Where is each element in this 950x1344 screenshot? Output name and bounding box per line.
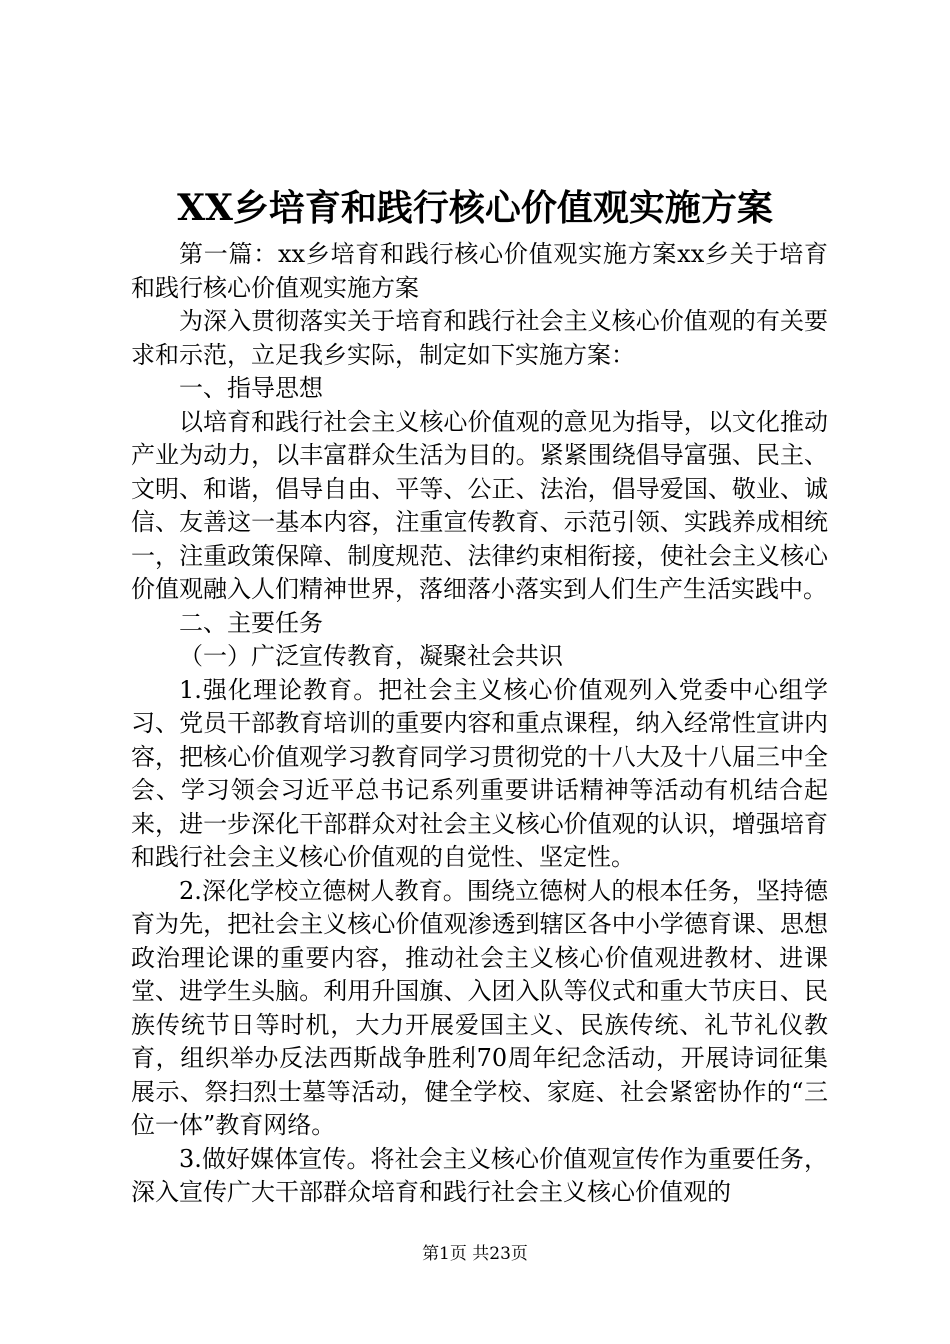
paragraph-guiding-ideology: 以培育和践行社会主义核心价值观的意见为指导，以文化推动产业为动力，以丰富群众生活为目的。紧紧围绕倡导富强、民主、文明、和谐，倡导自由、平等、公正、法治，倡导爱国、敬业、诚信、友善这一基本内容，注重宣传教育、示范引领、实践养成相统一，注重政策保障、制度规范、法律约束相衔接，使社会主义核心价值观融入人们精神世界，落细落小落实到人们生产生活实践中。 xyxy=(131,407,828,603)
paragraph-task-1: 1.强化理论教育。把社会主义核心价值观列入党委中心组学习、党员干部教育培训的重要内容和重点课程，纳入经常性宣讲内容，把核心价值观学习教育同学习贯彻党的十八大及十八届三中全会、学习领会习近平总书记系列重要讲话精神等活动有机结合起来，进一步深化干部群众对社会主义核心价值观的认识，增强培育和践行社会主义核心价值观的自觉性、坚定性。 xyxy=(131,675,828,871)
paragraph-task-3: 3.做好媒体宣传。将社会主义核心价值观宣传作为重要任务，深入宣传广大干部群众培育和践行社会主义核心价值观的 xyxy=(131,1144,828,1206)
page-number-footer: 第1页 共23页 xyxy=(422,1244,528,1264)
section-heading-main-tasks: 二、主要任务 xyxy=(179,608,323,637)
paragraph-heading-first-article: 第一篇：xx乡培育和践行核心价值观实施方案xx乡关于培育和践行核心价值观实施方案 xyxy=(131,240,828,302)
subsection-heading-publicity: （一）广泛宣传教育，凝聚社会共识 xyxy=(179,642,563,670)
paragraph-intro: 为深入贯彻落实关于培育和践行社会主义核心价值观的有关要求和示范，立足我乡实际，制定如下实施方案： xyxy=(131,307,828,369)
paragraph-task-2: 2.深化学校立德树人教育。围绕立德树人的根本任务，坚持德育为先，把社会主义核心价值观渗透到辖区各中小学德育课、思想政治理论课的重要内容，推动社会主义核心价值观进教材、进课堂、进学生头脑。利用升国旗、入团入队等仪式和重大节庆日、民族传统节日等时机，大力开展爱国主义、民族传统、礼节礼仪教育，组织举办反法西斯战争胜利70周年纪念活动，开展诗词征集展示、祭扫烈士墓等活动，健全学校、家庭、社会紧密协作的“三位一体”教育网络。 xyxy=(131,876,828,1139)
document-body xyxy=(131,238,828,1210)
section-heading-guiding-ideology: 一、指导思想 xyxy=(179,374,323,402)
document-title: XX乡培育和践行核心价值观实施方案 xyxy=(177,187,773,229)
